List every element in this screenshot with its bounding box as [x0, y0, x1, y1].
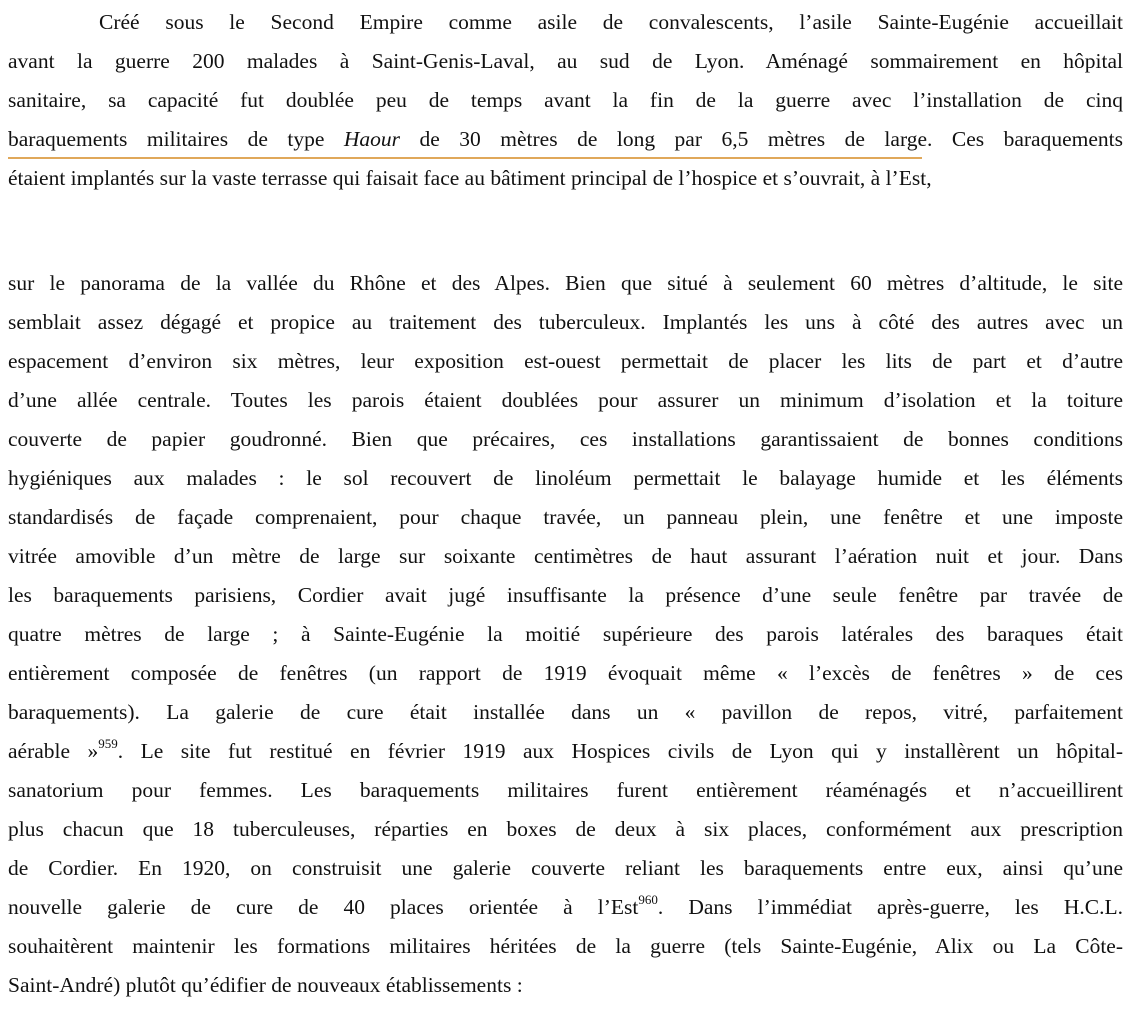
text-line: Créé sous le Second Empire comme asile de convalescents, l’asile Sainte-Eugénie accueillait [99, 10, 1123, 34]
footnote-ref-960[interactable]: 960 [638, 892, 658, 907]
text-line: sanatorium pour femmes. Les baraquements militaires furent entièrement réaménagés et n’accueillirent [8, 778, 1123, 802]
text-line [8, 732, 1123, 771]
text-line: Saint-André) plutôt qu’édifier de nouveaux établissements : [8, 973, 523, 997]
text-line: sanitaire, sa capacité fut doublée peu de temps avant la fin de la guerre avec l’installation de cinq [8, 88, 1123, 112]
text-line: de Cordier. En 1920, on construisit une galerie couverte reliant les baraquements entre eux, ainsi qu’une [8, 856, 1123, 880]
text-line: souhaitèrent maintenir les formations militaires héritées de la guerre (tels Sainte-Eugénie, Alix ou La Côte- [8, 934, 1123, 958]
text-fragment: . Dans l’immédiat après-guerre, les H.C.L. [657, 895, 1123, 919]
text-line: avant la guerre 200 malades à Saint-Genis-Laval, au sud de Lyon. Aménagé sommairement en hôpital [8, 49, 1123, 73]
text-line: vitrée amovible d’un mètre de large sur soixante centimètres de haut assurant l’aération nuit et jour. Dans [8, 544, 1123, 568]
text-fragment: . Le site fut restitué en février 1919 aux Hospices civils de Lyon qui y installèrent un hôpital- [117, 739, 1123, 763]
text-line: les baraquements parisiens, Cordier avait jugé insuffisante la présence d’une seule fenêtre par travée de [8, 583, 1123, 607]
text-line: plus chacun que 18 tuberculeuses, réparties en boxes de deux à six places, conformément aux prescription [8, 817, 1123, 841]
text-line [8, 120, 1123, 159]
text-line: espacement d’environ six mètres, leur exposition est-ouest permettait de placer les lits de part et d’autre [8, 349, 1123, 373]
text-fragment: nouvelle galerie de cure de 40 places orientée à l’Est [8, 895, 639, 919]
text-line: standardisés de façade comprenaient, pour chaque travée, un panneau plein, une fenêtre et une imposte [8, 505, 1123, 529]
text-line: couverte de papier goudronné. Bien que précaires, ces installations garantissaient de bonnes conditions [8, 427, 1123, 451]
text-line: baraquements). La galerie de cure était installée dans un « pavillon de repos, vitré, parfaitement [8, 700, 1123, 724]
italic-term: Haour [343, 127, 401, 151]
text-fragment: de 30 mètres de long par 6,5 mètres de large. Ces baraquements [400, 127, 1123, 151]
text-line: entièrement composée de fenêtres (un rapport de 1919 évoquait même « l’excès de fenêtres » de ces [8, 661, 1123, 685]
top-paragraph [8, 3, 1123, 198]
text-line: d’une allée centrale. Toutes les parois étaient doublées pour assurer un minimum d’isolation et la toiture [8, 388, 1123, 412]
text-fragment: baraquements militaires de type [8, 127, 344, 151]
text-line: semblait assez dégagé et propice au traitement des tuberculeux. Implantés les uns à côté des autres avec un [8, 310, 1123, 334]
text-line: quatre mètres de large ; à Sainte-Eugénie la moitié supérieure des parois latérales des baraques était [8, 622, 1123, 646]
bottom-paragraph [8, 264, 1123, 1005]
text-line: sur le panorama de la vallée du Rhône et des Alpes. Bien que situé à seulement 60 mètres d’altitude, le site [8, 271, 1123, 295]
text-line: hygiéniques aux malades : le sol recouvert de linoléum permettait le balayage humide et les éléments [8, 466, 1123, 490]
page-divider [8, 157, 922, 159]
footnote-ref-959[interactable]: 959 [98, 736, 118, 751]
text-line: étaient implantés sur la vaste terrasse qui faisait face au bâtiment principal de l’hospice et s’ouvrait, à l’Est, [8, 166, 932, 190]
text-line [8, 888, 1123, 927]
text-fragment: aérable » [8, 739, 99, 763]
